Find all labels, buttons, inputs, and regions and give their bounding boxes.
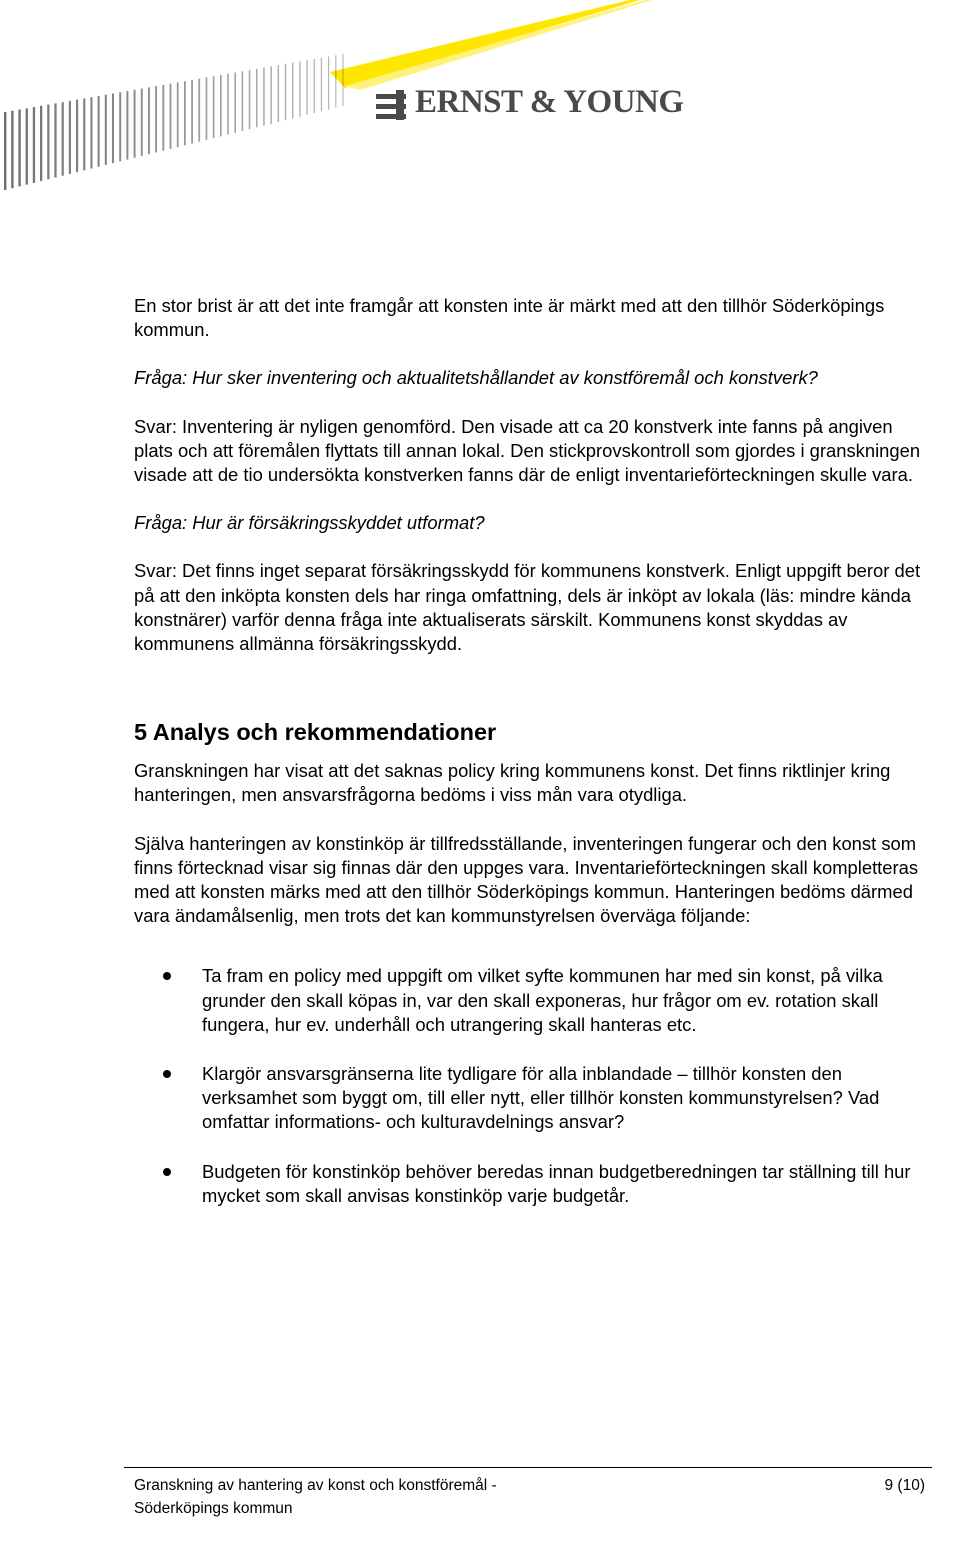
barcode-stripe <box>18 110 20 187</box>
section-heading: 5 Analys och rekommendationer <box>134 719 497 746</box>
question-insurance: Fråga: Hur är försäkringsskyddet utformat? <box>134 512 485 534</box>
yellow-beam <box>330 0 640 88</box>
barcode-stripe <box>155 86 157 152</box>
question-inventory: Fråga: Hur sker inventering och aktualitetshållandet av konstföremål och konstverk? <box>134 367 818 389</box>
footer-divider <box>124 1467 932 1468</box>
list-item <box>0 1062 934 1135</box>
barcode-stripe <box>83 98 85 170</box>
barcode-stripe <box>184 81 186 145</box>
barcode-stripe <box>162 85 164 151</box>
barcode-stripe <box>4 112 6 190</box>
barcode-stripe <box>278 65 279 122</box>
barcode-stripe <box>62 102 64 176</box>
paragraph-missing-marking: En stor brist är att det inte framgår att konsten inte är märkt med att den tillhör Söderköpings kommun. <box>134 295 885 341</box>
barcode-stripe <box>177 82 179 147</box>
barcode-stripe <box>321 58 322 112</box>
barcode-stripe <box>306 60 307 115</box>
barcode-stripe <box>299 61 300 116</box>
barcode-stripe <box>314 59 315 113</box>
logo-text: ERNST & YOUNG <box>415 84 684 120</box>
page-number: 9 (10) <box>884 1477 925 1494</box>
barcode-stripe <box>69 101 71 174</box>
answer-inventory: Svar: Inventering är nyligen genomförd. Den visade att ca 20 konstverk inte fanns på angiven plats och att föremålen flyttats till annan lokal. Den stickprovskontroll som gjordes i granskningen visade att de tio undersökta konstverken fanns där de enligt inventarieförteckningen skulle vara. <box>134 415 921 486</box>
barcode-stripe <box>54 103 56 177</box>
barcode-stripe <box>11 111 13 188</box>
barcode-stripe <box>148 87 150 154</box>
company-logo <box>415 86 684 119</box>
barcode-stripe <box>234 73 236 133</box>
list-item-text: Ta fram en policy med uppgift om vilket syfte kommunen har med sin konst, på vilka grunder den skall köpas in, var den skall exponeras, hur frågor om ev. rotation skall fungera, hur ev. underhåll och utrangering skall hanteras etc. <box>202 965 883 1035</box>
barcode-stripe <box>26 108 28 184</box>
barcode-stripe <box>105 95 107 165</box>
barcode-stripe <box>134 90 136 158</box>
barcode-stripe <box>76 100 78 172</box>
barcode-stripe <box>220 75 222 136</box>
bullet-icon <box>163 1168 171 1176</box>
document-body <box>134 294 934 1208</box>
barcode-stripe <box>335 55 336 108</box>
barcode-stripe <box>198 79 200 142</box>
barcode-stripe <box>249 70 251 129</box>
section-paragraph-1: Granskningen har visat att det saknas policy kring kommunens konst. Det finns riktlinjer kring hanteringen, men ansvarsfrågorna bedöms i viss mån vara otydliga. <box>134 760 891 806</box>
list-item-text: Klargör ansvarsgränserna lite tydligare för alla inblandade – tillhör konsten den verksamhet som byggt om, till eller nytt, eller tillhör konsten kommunstyrelsen? Vad omfattar informations- och kulturavdelnings ansvar? <box>202 1063 880 1133</box>
barcode-stripe <box>40 106 42 181</box>
ey-symbol-icon <box>376 90 406 120</box>
footer-title <box>134 1474 497 1520</box>
barcode-stripe <box>342 54 343 106</box>
barcode-stripe <box>285 64 286 120</box>
list-item <box>0 964 934 1037</box>
barcode-stripe <box>141 89 143 156</box>
barcode-stripe <box>170 84 172 149</box>
list-item-text: Budgeten för konstinköp behöver beredas innan budgetberedningen tar ställning till hur mycket som skall anvisas konstinköp varje budgetår. <box>202 1160 911 1206</box>
barcode-stripe <box>206 77 208 140</box>
barcode-stripe <box>90 97 92 168</box>
recommendation-list <box>0 964 934 1208</box>
barcode-stripe <box>213 76 215 138</box>
footer-title-line-1: Granskning av hantering av konst och konstföremål - <box>134 1477 497 1494</box>
barcode-stripe <box>263 68 264 126</box>
bullet-icon <box>163 1070 171 1078</box>
barcode-stripe <box>98 96 100 167</box>
barcode-stripe <box>270 66 271 124</box>
barcode-stripe <box>47 105 49 180</box>
yellow-beam-thin <box>345 0 652 90</box>
barcode-stripe <box>256 69 258 128</box>
barcode-stripe <box>33 107 35 183</box>
barcode-stripe <box>126 91 128 160</box>
barcode-stripe <box>328 56 329 109</box>
answer-insurance: Svar: Det finns inget separat försäkringsskydd för kommunens konstverk. Enligt uppgift beror det på att den inköpta konsten dels har ringa omfattning, dels är inköpt av lokala (läs: mindre kända konstnärer) varför denna fråga inte aktualiserats särskilt. Kommunens konst skyddas av kommunens allmänna försäkringsskydd. <box>134 560 921 655</box>
barcode-stripe <box>227 74 229 135</box>
bullet-icon <box>163 972 171 980</box>
barcode-stripes <box>4 54 344 190</box>
list-item <box>0 1160 934 1208</box>
section-paragraph-2: Själva hanteringen av konstinköp är tillfredsställande, inventeringen fungerar och den konst som finns förtecknad visar sig finnas där den uppges vara. Inventarieförteckningen skall kompletteras med att konsten märks med att den tillhör Söderköpings kommun. Hanteringen bedöms därmed vara ändamålsenlig, men trots det kan kommunstyrelsen överväga följande: <box>134 832 919 927</box>
barcode-stripe <box>191 80 193 144</box>
footer-title-line-2: Söderköpings kommun <box>134 1500 293 1517</box>
barcode-stripe <box>292 63 293 119</box>
barcode-stripe <box>242 71 244 131</box>
barcode-stripe <box>112 93 114 163</box>
barcode-stripe <box>119 92 121 161</box>
